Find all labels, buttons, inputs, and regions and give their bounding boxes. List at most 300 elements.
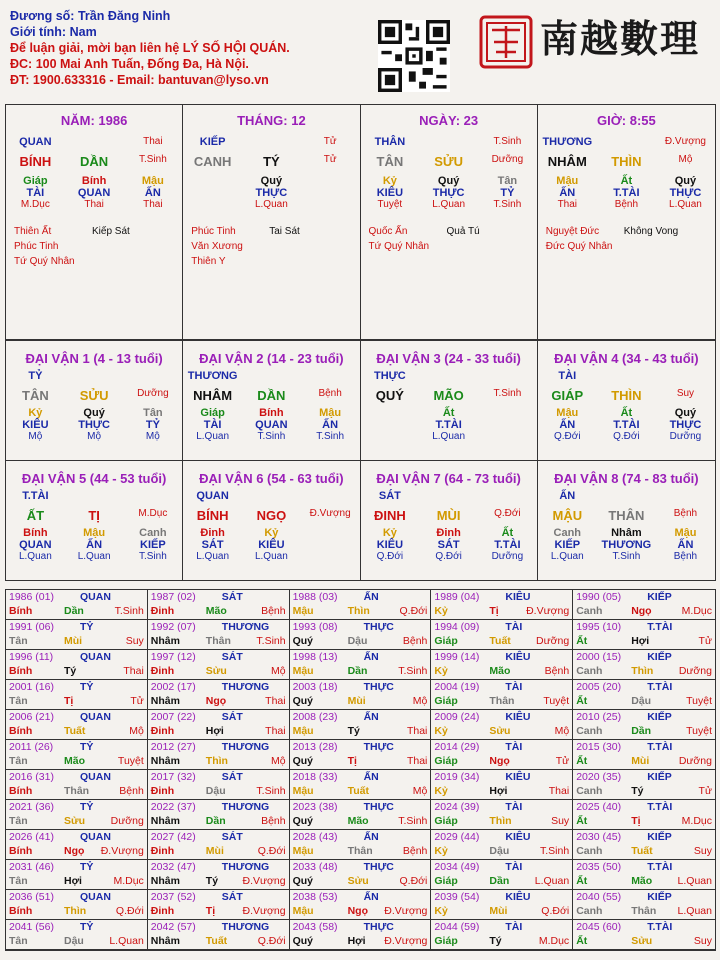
dai-van-main: QUÝ (375, 388, 404, 403)
dai-van-stem: Đinh (436, 527, 461, 539)
pillar-main: DẦN (80, 154, 109, 169)
dai-van-hgod: ẤN (677, 539, 694, 551)
year-god: TÀI (505, 801, 523, 813)
year-phase: Dưỡng (110, 815, 144, 827)
year-phase: Q.Đới (399, 605, 428, 617)
year-phase: M.Dục (681, 605, 712, 617)
dai-van-title: ĐẠI VẬN 2 (14 - 23 tuổi) (199, 351, 344, 366)
year-stem: Đinh (150, 905, 175, 917)
dai-van-stem (361, 407, 420, 419)
year-god: KIÊU (505, 591, 531, 603)
dai-van-hgod: SÁT (201, 539, 224, 551)
year-phase: Q.Đới (399, 875, 428, 887)
year-cell (573, 740, 715, 770)
pillar-phase-top: T.Sinh (493, 136, 522, 147)
year-god: TỶ (80, 681, 94, 693)
year-cell (573, 920, 715, 950)
hidden-phase: L.Quan (432, 199, 466, 210)
dai-van-hgod: KIÊU (376, 539, 404, 551)
hidden-stem (301, 175, 360, 187)
dai-van-phase: L.Quan (77, 551, 111, 562)
hidden-god (183, 187, 242, 199)
dai-van-hgod (478, 419, 537, 431)
hidden-god: ẤN (559, 187, 576, 199)
year-phase: T.Sinh (256, 635, 286, 647)
year-god: KIẾP (647, 891, 672, 903)
dai-van-hgod: ẤN (322, 419, 339, 431)
dai-van-stem: Giáp (200, 407, 225, 419)
year-label: 2023 (38) (292, 801, 338, 813)
year-cell (6, 890, 148, 920)
year-cell (148, 920, 290, 950)
year-cell (148, 590, 290, 620)
hidden-phase: L.Quan (669, 199, 702, 210)
year-god: KIẾP (647, 651, 672, 663)
year-god: SÁT (221, 711, 243, 723)
year-label: 2040 (55) (576, 891, 622, 903)
year-cell (431, 860, 573, 890)
year-cell (573, 620, 715, 650)
dai-van-stem: Kỷ (28, 407, 43, 419)
year-stem: Bính (9, 725, 33, 737)
dai-van-hgod: KIÊU (22, 419, 49, 431)
year-branch: Ngọ (205, 695, 227, 707)
year-phase: Suy (693, 935, 712, 947)
year-stem: Giáp (434, 695, 458, 707)
year-label: 2006 (21) (9, 711, 54, 723)
dai-van-cell (538, 341, 715, 461)
year-label: 2042 (57) (150, 921, 196, 933)
year-god: ẤN (363, 831, 379, 843)
year-label: 2038 (53) (292, 891, 338, 903)
pillar-phase-top: Tử (323, 136, 337, 147)
dai-van-main: Bệnh (673, 508, 698, 519)
year-god: KIẾP (647, 591, 672, 603)
year-phase: L.Quan (109, 935, 144, 947)
hidden-god: THỰC (432, 187, 465, 199)
dai-van-phase: L.Quan (432, 431, 466, 442)
year-stem: Nhâm (150, 875, 180, 887)
year-god: SÁT (221, 891, 243, 903)
gender-line: Giới tính: Nam (10, 25, 97, 39)
pillar-main: SỬU (434, 154, 464, 169)
contact-line-3: ĐT: 1900.633316 - Email: bantuvan@lyso.vn (10, 73, 269, 87)
year-cell (431, 620, 573, 650)
hidden-phase: T.Sinh (493, 199, 522, 210)
star-good: Văn Xương (191, 241, 243, 252)
dai-van-cell (361, 341, 538, 461)
pillar-main: BÍNH (19, 154, 52, 169)
dai-van-god: THƯƠNG (187, 370, 238, 382)
dai-van-stem: Quý (674, 407, 697, 419)
year-phase: Đ.Vượng (242, 905, 286, 917)
year-stem: Nhâm (150, 815, 180, 827)
pillar-title: NGÀY: 23 (419, 113, 479, 128)
year-phase: Mộ (129, 725, 144, 737)
year-cell (148, 860, 290, 890)
dai-van-stem: Mậu (83, 527, 106, 539)
pillar-title: NĂM: 1986 (60, 113, 128, 128)
year-phase: Bệnh (402, 635, 428, 647)
year-cell (148, 740, 290, 770)
year-branch: Sửu (64, 815, 86, 827)
year-label: 2027 (42) (150, 831, 196, 843)
year-label: 1995 (10) (576, 621, 622, 633)
year-phase: Thai (406, 725, 428, 737)
year-branch: Mão (489, 665, 511, 677)
year-branch: Hợi (489, 785, 508, 797)
year-cell (290, 860, 432, 890)
year-god: T.TÀI (647, 741, 673, 753)
year-stem: Đinh (150, 605, 175, 617)
year-label: 2026 (41) (9, 831, 54, 843)
year-cell (573, 800, 715, 830)
dai-van-stem: Tân (143, 407, 163, 419)
dai-van-god: T.TÀI (22, 490, 49, 502)
year-god: KIÊU (505, 711, 531, 723)
dai-van-hgod: QUAN (19, 539, 52, 551)
dai-van-hgod: KIẾP (554, 539, 581, 551)
year-god: TỶ (80, 921, 94, 933)
star-good: Quốc Ấn (368, 226, 408, 237)
year-branch: Ngọ (631, 605, 652, 617)
year-god: THỰC (363, 861, 394, 873)
dai-van-title: ĐẠI VẬN 6 (54 - 63 tuổi) (199, 471, 344, 486)
year-label: 2005 (20) (576, 681, 622, 693)
year-label: 1988 (03) (292, 591, 338, 603)
year-label: 1996 (11) (9, 651, 54, 663)
dai-van-title: ĐẠI VẬN 3 (24 - 33 tuổi) (376, 351, 521, 366)
year-branch: Tị (489, 605, 499, 617)
year-god: THỰC (363, 681, 394, 693)
year-cell (6, 650, 148, 680)
year-phase: Q.Đới (257, 845, 286, 857)
year-stem: Bính (9, 845, 33, 857)
year-label: 2003 (18) (292, 681, 338, 693)
year-god: THỰC (363, 921, 394, 933)
year-cell (290, 830, 432, 860)
year-stem: Giáp (434, 635, 458, 647)
year-branch: Tị (64, 695, 74, 707)
year-branch: Ngọ (489, 755, 510, 767)
dai-van-god: SÁT (378, 490, 401, 502)
dai-van-main: MÙI (436, 508, 461, 523)
year-phase: Dưỡng (678, 665, 712, 677)
star-good: Tứ Quý Nhân (14, 256, 75, 267)
year-branch: Tuất (631, 845, 653, 857)
dai-van-cell (183, 341, 360, 461)
year-phase: Bệnh (261, 815, 286, 827)
dai-van-hgod: KIÊU (258, 539, 285, 551)
year-branch: Mão (631, 875, 653, 887)
year-stem: Bính (9, 605, 33, 617)
dai-van-main: Dưỡng (137, 388, 169, 399)
seal-stamp-icon (478, 14, 534, 70)
year-stem: Giáp (434, 815, 458, 827)
hidden-stem: Quý (260, 175, 283, 187)
dai-van-phase: L.Quan (196, 431, 230, 442)
year-cell (431, 590, 573, 620)
year-stem: Tân (9, 875, 28, 887)
year-branch: Thìn (347, 605, 370, 617)
year-phase: Tuyệt (117, 755, 144, 767)
year-phase: Mộ (554, 725, 570, 737)
year-stem: Nhâm (150, 635, 180, 647)
hidden-stem: Mậu (141, 175, 164, 187)
year-label: 2000 (15) (576, 651, 622, 663)
dai-van-main: T.Sinh (493, 388, 522, 399)
dai-van-god: QUAN (196, 490, 229, 502)
dai-van-main: THÌN (611, 388, 642, 403)
year-god: SÁT (221, 771, 243, 783)
year-stem: Quý (292, 635, 314, 647)
dai-van-main: TÂN (22, 388, 49, 403)
pillar-cell (538, 105, 715, 340)
year-stem: Tân (9, 815, 28, 827)
year-cell (431, 740, 573, 770)
year-stem: Nhâm (150, 935, 180, 947)
year-cell (573, 830, 715, 860)
year-label: 2044 (59) (434, 921, 480, 933)
star-good: Thiên Y (191, 256, 226, 267)
year-branch: Tị (347, 755, 357, 767)
year-label: 2014 (29) (434, 741, 480, 753)
year-branch: Mùi (489, 905, 508, 917)
hidden-stem: Kỷ (382, 175, 397, 187)
year-phase: Tử (698, 635, 712, 647)
year-stem: Canh (576, 665, 603, 677)
year-phase: Tuyệt (686, 725, 712, 737)
year-cell (290, 920, 432, 950)
year-god: SÁT (221, 651, 243, 663)
dai-van-cell (361, 461, 538, 581)
year-branch: Dần (489, 875, 510, 887)
dai-van-phase: Q.Đới (435, 551, 462, 562)
year-cell (573, 890, 715, 920)
year-cell (431, 920, 573, 950)
year-cell (6, 740, 148, 770)
year-stem: Đinh (150, 845, 175, 857)
year-stem: Quý (292, 815, 314, 827)
year-cell (431, 770, 573, 800)
dai-van-phase: T.Sinh (257, 431, 286, 442)
year-label: 2035 (50) (576, 861, 622, 873)
year-god: TỶ (80, 621, 94, 633)
year-stem: Đinh (150, 665, 175, 677)
year-label: 2001 (16) (9, 681, 54, 693)
hidden-stem: Ất (620, 175, 633, 187)
year-god: THƯƠNG (221, 801, 270, 813)
year-branch: Dậu (489, 845, 510, 857)
year-phase: L.Quan (534, 875, 570, 887)
year-god: THƯƠNG (221, 621, 270, 633)
dai-van-phase: Q.Đới (613, 431, 640, 442)
year-label: 1994 (09) (434, 621, 480, 633)
year-stem: Mậu (292, 845, 314, 857)
hidden-stem: Giáp (23, 175, 48, 187)
hidden-stem: Quý (437, 175, 460, 187)
dai-van-main: BÍNH (196, 508, 229, 523)
year-god: THỰC (363, 741, 394, 753)
year-branch: Dần (631, 725, 652, 737)
year-branch: Thân (205, 635, 231, 647)
year-branch: Mùi (631, 755, 650, 767)
year-stem: Giáp (434, 875, 458, 887)
year-label: 2036 (51) (9, 891, 54, 903)
dai-van-god: ẤN (559, 490, 576, 502)
year-phase: Suy (693, 845, 712, 857)
year-phase: Mộ (271, 755, 286, 767)
star-bad: Kiếp Sát (92, 226, 130, 237)
year-branch: Ngọ (64, 845, 85, 857)
year-god: TÀI (505, 621, 523, 633)
year-branch: Hợi (64, 875, 82, 887)
hidden-phase: L.Quan (254, 199, 288, 210)
dai-van-main: THÂN (608, 508, 645, 523)
year-label: 2008 (23) (292, 711, 338, 723)
year-phase: T.Sinh (398, 665, 428, 677)
year-stem: Kỷ (434, 605, 448, 617)
hidden-phase (301, 199, 360, 210)
year-god: KIẾP (647, 831, 672, 843)
dai-van-main: SỬU (79, 388, 109, 403)
dai-van-stem: Kỷ (264, 527, 279, 539)
year-branch: Mùi (347, 695, 366, 707)
year-label: 2018 (33) (292, 771, 338, 783)
year-cell (6, 770, 148, 800)
dai-van-phase: L.Quan (550, 551, 584, 562)
year-branch: Tý (347, 725, 360, 737)
year-god: KIẾP (647, 711, 672, 723)
dai-van-stem: Canh (139, 527, 167, 539)
year-label: 2034 (49) (434, 861, 480, 873)
dai-van-main: M.Dục (138, 508, 168, 519)
dai-van-phase: L.Quan (196, 551, 230, 562)
year-god: SÁT (221, 591, 243, 603)
hidden-god (301, 187, 360, 199)
year-branch: Mão (347, 815, 369, 827)
year-stem: Tân (9, 635, 28, 647)
year-stem: Tân (9, 755, 28, 767)
star-good: Nguyệt Đức (545, 226, 600, 237)
star-bad: Quả Tú (446, 226, 480, 237)
hidden-god: TỶ (500, 187, 515, 199)
dai-van-stem: Mậu (674, 527, 697, 539)
dai-van-god: THỰC (374, 370, 406, 382)
year-stem: Giáp (434, 935, 458, 947)
year-god: THƯƠNG (221, 741, 270, 753)
year-phase: Q.Đới (257, 935, 286, 947)
year-cell (290, 710, 432, 740)
year-branch: Sửu (631, 935, 653, 947)
year-phase: T.Sinh (256, 785, 286, 797)
year-label: 2032 (47) (150, 861, 196, 873)
year-phase: Thai (548, 785, 570, 797)
dai-van-title: ĐẠI VẬN 5 (44 - 53 tuổi) (21, 471, 167, 486)
year-stem: Đinh (150, 725, 175, 737)
dai-van-hgod (301, 539, 360, 551)
year-label: 2033 (48) (292, 861, 338, 873)
year-phase: L.Quan (677, 905, 712, 917)
year-stem: Canh (576, 725, 603, 737)
pillar-god: KIẾP (199, 136, 226, 148)
year-god: QUAN (80, 651, 111, 663)
year-phase: Bệnh (119, 785, 144, 797)
year-god: KIÊU (505, 831, 531, 843)
hidden-god: ẤN (144, 187, 161, 199)
dai-van-hgod: TÀI (203, 419, 222, 431)
year-phase: Dưỡng (678, 755, 712, 767)
hidden-phase: Thai (557, 199, 578, 210)
star-good: Đức Quý Nhân (545, 241, 613, 252)
year-god: T.TÀI (647, 621, 673, 633)
year-phase: M.Dục (538, 935, 570, 947)
year-branch: Hợi (631, 635, 650, 647)
year-label: 2041 (56) (9, 921, 54, 933)
year-cell (290, 740, 432, 770)
year-phase: Bệnh (402, 845, 428, 857)
dai-van-grid (5, 341, 716, 581)
year-label: 2030 (45) (576, 831, 622, 843)
year-phase: Q.Đới (541, 905, 570, 917)
year-branch: Dần (205, 815, 226, 827)
year-god: TÀI (505, 741, 523, 753)
hidden-god: QUAN (77, 187, 111, 199)
dai-van-hgod: T.TÀI (613, 419, 640, 431)
year-god: TỶ (80, 861, 94, 873)
dai-van-title: ĐẠI VẬN 7 (64 - 73 tuổi) (376, 471, 521, 486)
year-stem: Quý (292, 695, 314, 707)
dai-van-cell (183, 461, 360, 581)
star-good: Phúc Tinh (14, 241, 59, 252)
year-phase: Suy (125, 635, 144, 647)
dai-van-stem: Quý (83, 407, 105, 419)
year-god: T.TÀI (647, 861, 673, 873)
year-cell (148, 650, 290, 680)
year-branch: Thìn (205, 755, 228, 767)
pillar-title: GIỜ: 8:55 (596, 113, 656, 128)
year-cell (431, 890, 573, 920)
year-branch: Tý (489, 935, 502, 947)
year-stem: Kỷ (434, 665, 448, 677)
year-phase: Tử (130, 695, 144, 707)
hidden-phase: Tuyệt (377, 199, 403, 210)
pillar-main: THÌN (611, 154, 642, 169)
hidden-god: T.TÀI (613, 187, 640, 199)
year-branch: Tuất (205, 935, 228, 947)
year-stem: Ất (576, 875, 588, 887)
year-stem: Mậu (292, 605, 314, 617)
dai-van-main: TỊ (88, 508, 100, 523)
dai-van-main: DẦN (257, 388, 286, 403)
year-label: 2010 (25) (576, 711, 622, 723)
year-cell (431, 710, 573, 740)
dai-van-stem: Ất (620, 407, 633, 419)
hidden-phase: Thai (143, 199, 163, 210)
year-stem: Tân (9, 935, 28, 947)
contact-line-1: Để luận giải, mời bạn liên hệ LÝ SỐ HỘI QUÁN. (10, 41, 290, 55)
dai-van-main: GIÁP (551, 388, 584, 403)
dai-van-god: TỶ (28, 370, 43, 382)
year-branch: Tý (205, 875, 219, 887)
year-label: 1999 (14) (434, 651, 480, 663)
year-cell (573, 650, 715, 680)
dai-van-hgod: ẤN (86, 539, 103, 551)
dai-van-phase: Mộ (87, 431, 102, 442)
year-label: 2012 (27) (150, 741, 196, 753)
year-cell (431, 800, 573, 830)
dai-van-phase: T.Sinh (316, 431, 345, 442)
